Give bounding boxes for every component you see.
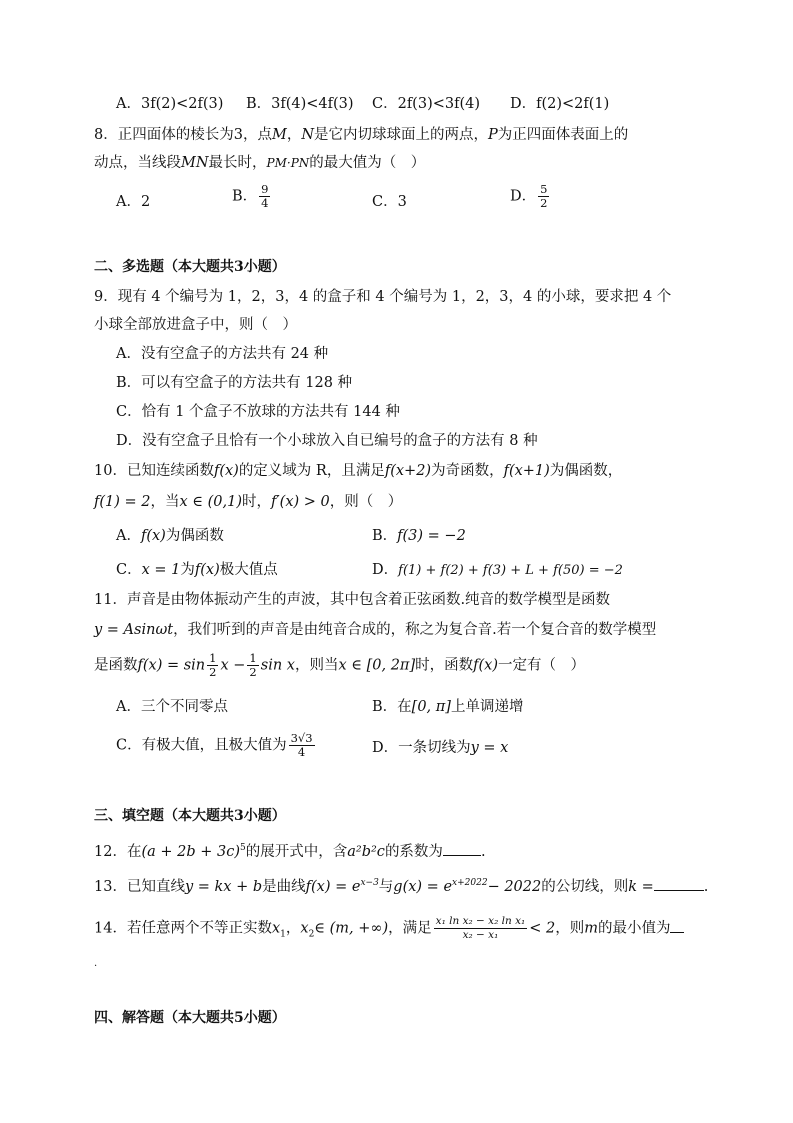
q12-line: 12．在$(a + 2b + 3c)^5$的展开式中，含a²b²c的系数为 . [94,838,486,862]
q11-option-d: D．一条切线为y = x [372,740,509,756]
q10-option-c: C．x = 1为f(x)极大值点 [116,562,278,578]
q9-line-2: 小球全部放进盒子中，则（ ） [94,317,297,333]
q7-option-b: B．3f(4)<4f(3) [246,96,354,112]
q8-option-b: B． $\frac{9}{4}$ [232,182,269,210]
q9-option-b: B．可以有空盒子的方法共有 128 种 [116,375,353,391]
q14-line: 14．若任意两个不等正实数$x_1$，$x_2\in$ (m, +∞)，满足 $\frac{\text{x₁ ln x₂ − x₂ ln x₁}}{\text{x₂ − x₁}}$ < 2，则m的最小值为 [94,915,684,944]
q8-option-c: C．3 [372,194,407,210]
answer-blank[interactable] [670,918,684,933]
fraction: $\frac{3√3}{4}$ [290,731,313,759]
q8-line-1: 8．正四面体的棱长为3，点M，N是它内切球球面上的两点，P为正四面体表面上的 [94,127,629,143]
fraction: $\frac{5}{2}$ [540,182,548,210]
fraction: $\frac{9}{4}$ [261,182,269,210]
q11-option-a: A．三个不同零点 [116,699,228,715]
q9-option-c: C．恰有 1 个盒子不放球的方法共有 144 种 [116,404,400,420]
q7-option-c: C．2f(3)<3f(4) [372,96,481,112]
q9-option-d: D．没有空盒子且恰有一个小球放入自已编号的盒子的方法有 8 种 [116,433,538,449]
q10-line-2: f(1) = 2，当x ∈ (0,1)时，f′(x) > 0，则（ ） [94,494,403,510]
q11-line-2: y = Asinωt，我们听到的声音是由纯音合成的，称之为复合音.若一个复合音的数学模型 [94,622,657,638]
q9-line-1: 9．现有 4 个编号为 1，2，3，4 的盒子和 4 个编号为 1，2，3，4 的小球，要求把 4 个 [94,289,672,305]
fraction: $\frac{\text{x₁ ln x₂ − x₂ ln x₁}}{\text{x₂ − x₁}}$ [435,915,526,941]
fraction: $\frac{1}{2}$ [249,651,257,679]
dot-product-expression: PM·PN [266,156,310,170]
q13-line: 13．已知直线y = kx + b是曲线$f(x) = e^{x-3}$与$g(x) = e^{x+2022}- 2022$的公切线，则k = . [94,873,708,897]
q10-option-b: B．f(3) = −2 [372,528,466,544]
q11-line-1: 11．声音是由物体振动产生的声波，其中包含着正弦函数.纯音的数学模型是函数 [94,592,611,608]
q11-option-c: C．有极大值，且极大值为 $\frac{3√3}{4}$ [116,731,313,759]
q10-line-1: 10．已知连续函数f(x)的定义域为 R，且满足f(x+2)为奇函数，f(x+1)为偶函数， [94,463,623,479]
q11-line-3: 是函数f(x) = sin $\frac{1}{2}$ x − $\frac{1}{2}$ sin x，则当x ∈ [0, 2π]时，函数f(x)一定有（ ） [94,651,585,679]
q10-option-a: A．f(x)为偶函数 [116,528,224,544]
q9-option-a: A．没有空盒子的方法共有 24 种 [116,346,329,362]
q14-trailing-dot: . [94,958,98,969]
q8-option-a: A．2 [116,194,151,210]
answer-blank[interactable] [654,876,704,891]
section-title-multiple-choice: 二、多选题（本大题共3小题） [94,259,286,275]
section-title-fill-in: 三、填空题（本大题共3小题） [94,808,286,824]
q7-option-d: D．f(2)<2f(1) [510,96,610,112]
answer-blank[interactable] [443,841,481,856]
section-title-solution: 四、解答题（本大题共5小题） [94,1010,286,1026]
q11-option-b: B．在[0, π]上单调递增 [372,699,524,715]
q8-line-2: 动点，当线段MN最长时，PM·PN的最大值为（ ） [94,155,426,171]
q8-option-d: D． $\frac{5}{2}$ [510,182,548,210]
fraction: $\frac{1}{2}$ [209,651,217,679]
q10-option-d: D．f(1) + f(2) + f(3) + L + f(50) = −2 [372,562,623,578]
q7-option-a: A．3f(2)<2f(3) [116,96,224,112]
